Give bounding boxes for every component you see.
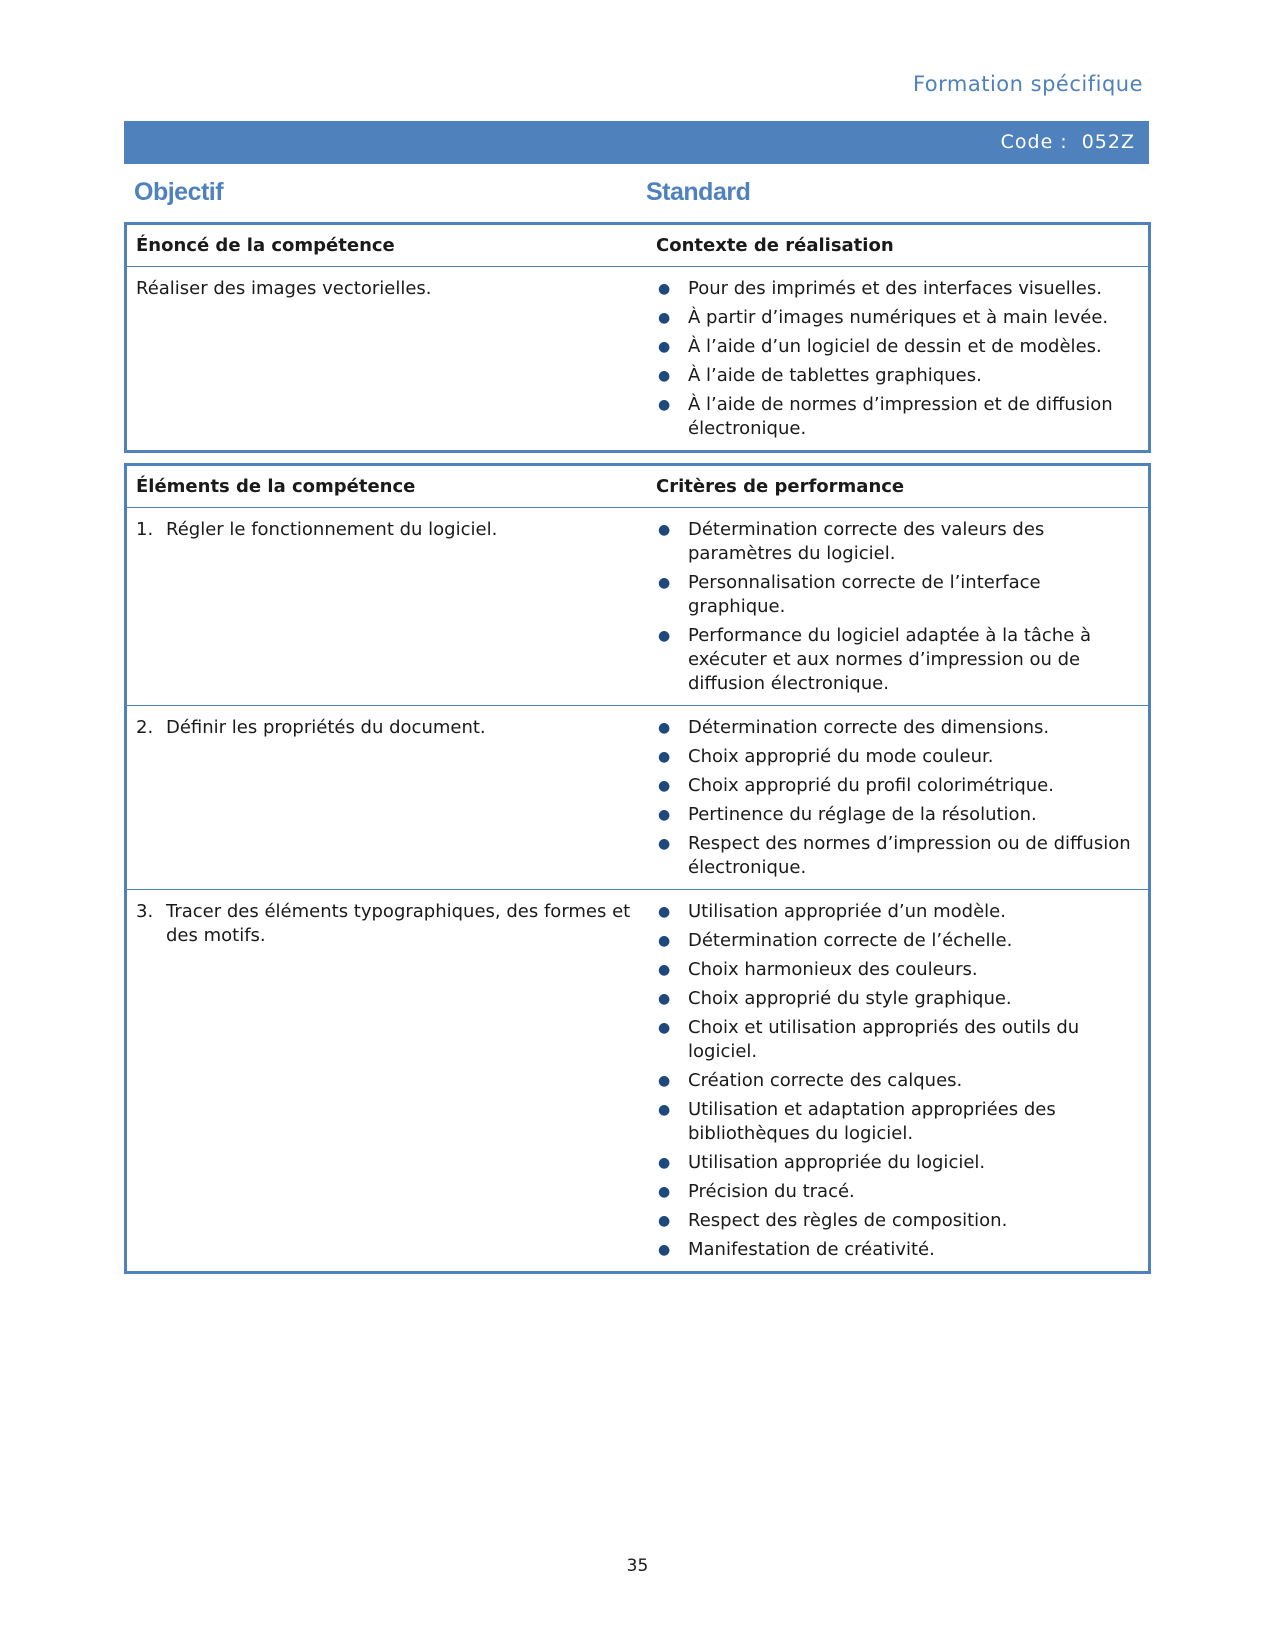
element-text: Régler le fonctionnement du logiciel. — [166, 519, 498, 540]
bullet-icon: ● — [658, 962, 671, 978]
bullet-icon: ● — [658, 281, 671, 297]
bullet-icon: ● — [658, 720, 671, 736]
list-item: ● Pour des imprimés et des interfaces visuelles. — [658, 278, 1102, 299]
bullet-icon: ● — [658, 397, 671, 413]
bullet-icon: ● — [658, 749, 671, 765]
element-number: 1. — [136, 519, 154, 540]
bullet-icon: ● — [658, 1213, 671, 1229]
table-row — [126, 706, 1150, 890]
bullet-icon: ● — [658, 778, 671, 794]
list-item: ● Respect des règles de composition. — [658, 1210, 1008, 1231]
bullet-icon: ● — [658, 1242, 671, 1258]
list-item: ● À l’aide de normes d’impression et de diffusion électronique. — [658, 394, 1113, 439]
list-item: ● Choix approprié du mode couleur. — [658, 746, 994, 767]
bullet-icon: ● — [658, 1020, 671, 1036]
element-text: Tracer des éléments typographiques, des formes et des motifs. — [166, 901, 631, 946]
list-item: ● Création correcte des calques. — [658, 1070, 963, 1091]
element-text: Définir les propriétés du document. — [166, 717, 486, 738]
criteria-list — [656, 900, 1140, 1262]
context-list — [656, 277, 1140, 441]
bullet-icon: ● — [658, 1184, 671, 1200]
list-item: ● Utilisation appropriée du logiciel. — [658, 1152, 986, 1173]
element-item — [136, 900, 638, 948]
code-value: 052Z — [1081, 131, 1135, 153]
bullet-icon: ● — [658, 628, 671, 644]
document-header-title: Formation spécifique — [912, 72, 1143, 96]
list-item: ● À partir d’images numériques et à main levée. — [658, 307, 1109, 328]
element-item — [136, 518, 638, 542]
bullet-icon: ● — [658, 1102, 671, 1118]
code-text — [1001, 131, 1135, 153]
bullet-icon: ● — [658, 310, 671, 326]
criteria-list — [656, 716, 1140, 880]
objectif-heading: Objectif — [134, 178, 224, 206]
table-header-row — [126, 224, 1150, 267]
element-item — [136, 716, 638, 740]
list-item: ● Choix approprié du profil colorimétrique. — [658, 775, 1054, 796]
element-cell — [126, 508, 647, 706]
bullet-icon: ● — [658, 991, 671, 1007]
list-item: ● Pertinence du réglage de la résolution. — [658, 804, 1037, 825]
competence-statement-table — [124, 222, 1151, 453]
list-item: ● Respect des normes d’impression ou de diffusion électronique. — [658, 833, 1131, 878]
list-item: ● À l’aide de tablettes graphiques. — [658, 365, 982, 386]
list-item: ● Précision du tracé. — [658, 1181, 855, 1202]
bullet-icon: ● — [658, 836, 671, 852]
criteria-list — [656, 518, 1140, 696]
bullet-icon: ● — [658, 807, 671, 823]
table-row — [126, 508, 1150, 706]
list-item: ● Manifestation de créativité. — [658, 1239, 935, 1260]
list-item: ● Personnalisation correcte de l’interface graphique. — [658, 572, 1041, 617]
criteria-cell — [646, 890, 1150, 1273]
bullet-icon: ● — [658, 575, 671, 591]
code-bar — [124, 121, 1149, 164]
criteria-cell — [646, 508, 1150, 706]
element-cell — [126, 706, 647, 890]
list-item: ● Choix approprié du style graphique. — [658, 988, 1012, 1009]
list-item: ● Utilisation et adaptation appropriées des bibliothèques du logiciel. — [658, 1099, 1056, 1144]
list-item: ● Choix harmonieux des couleurs. — [658, 959, 978, 980]
list-item: ● Performance du logiciel adaptée à la tâche à exécuter et aux normes d’impression ou de diffusion électronique. — [658, 625, 1092, 694]
criteria-cell — [646, 706, 1150, 890]
bullet-icon: ● — [658, 339, 671, 355]
list-item: ● Utilisation appropriée d’un modèle. — [658, 901, 1006, 922]
criteria-header: Critères de performance — [646, 465, 1150, 508]
context-cell — [646, 267, 1150, 452]
list-item: ● Détermination correcte des valeurs des paramètres du logiciel. — [658, 519, 1045, 564]
competence-elements-table — [124, 463, 1151, 1274]
elements-header: Éléments de la compétence — [126, 465, 647, 508]
list-item: ● À l’aide d’un logiciel de dessin et de modèles. — [658, 336, 1102, 357]
page-number: 35 — [626, 1556, 649, 1576]
bullet-icon: ● — [658, 933, 671, 949]
statement-cell — [126, 267, 647, 452]
element-number: 2. — [136, 717, 154, 738]
bullet-icon: ● — [658, 904, 671, 920]
table-row — [126, 267, 1150, 452]
code-label: Code : — [1000, 131, 1068, 153]
bullet-icon: ● — [658, 522, 671, 538]
list-item: ● Détermination correcte des dimensions. — [658, 717, 1050, 738]
table-header-row — [126, 465, 1150, 508]
table-row — [126, 890, 1150, 1273]
competence-statement: Réaliser des images vectorielles. — [136, 278, 432, 299]
list-item: ● Choix et utilisation appropriés des outils du logiciel. — [658, 1017, 1080, 1062]
context-header: Contexte de réalisation — [646, 224, 1150, 267]
bullet-icon: ● — [658, 368, 671, 384]
element-number: 3. — [136, 901, 154, 922]
list-item: ● Détermination correcte de l’échelle. — [658, 930, 1013, 951]
standard-heading: Standard — [646, 178, 751, 206]
bullet-icon: ● — [658, 1155, 671, 1171]
element-cell — [126, 890, 647, 1273]
statement-header: Énoncé de la compétence — [126, 224, 647, 267]
bullet-icon: ● — [658, 1073, 671, 1089]
